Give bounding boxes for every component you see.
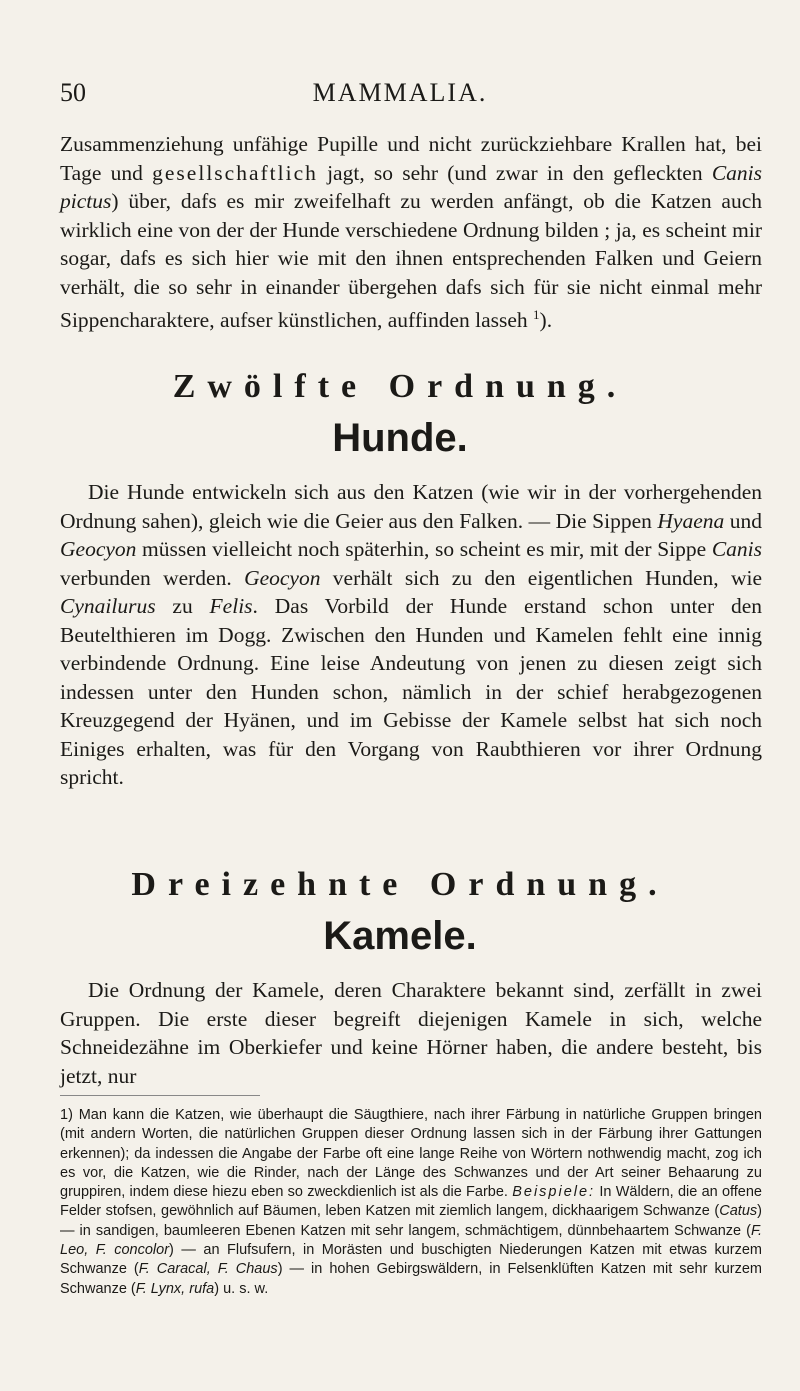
taxon-name: Catus: [719, 1203, 758, 1220]
text-run: verbunden werden.: [60, 565, 245, 590]
footnote-rule: [60, 1095, 260, 1096]
text-run: ).: [539, 308, 553, 333]
footnote-marker: 1: [533, 307, 540, 322]
taxon-name: Geocyon: [244, 565, 321, 590]
text-run: . Das Vorbild der Hunde erstand schon unter den Beutelthieren im Dogg. Zwischen den Hunden und Kamelen fehlt eine innig verbindende Ordnung. Eine leise Andeutung von jenen zu diesen zeigt sich indessen unter den Hunden schon, nämlich in der schief herabgezogenen Kreuzgegend der Hyänen, und im Gebisse der Kamele selbst hat sich noch Einiges erhalten, was für den Vorgang von Raubthieren vor ihrer Ordnung spricht.: [60, 594, 762, 789]
taxon-name: F. Caracal, F. Chaus: [138, 1261, 278, 1278]
text-run: verhält sich zu den eigentlichen Hunden, wie: [320, 565, 762, 590]
text-run: ) — in hohen Gebirgswäldern, in Felsenklüften Katzen mit sehr kurzem Schwanze (: [60, 1261, 762, 1297]
text-run: und: [724, 508, 762, 533]
page-number: 50: [60, 78, 86, 107]
taxon-name: Geocyon: [60, 537, 137, 561]
text-run: zu: [155, 594, 210, 618]
paragraph-hunde: [60, 478, 762, 792]
taxon-name: Canis pictus: [60, 160, 762, 213]
text-run-spaced: gesellschaftlich: [152, 160, 318, 185]
family-title-hunde: Hunde.: [332, 416, 468, 460]
text-run: jagt, so sehr (und zwar in den gefleckten: [317, 160, 712, 185]
paragraph-intro: [60, 130, 762, 335]
text-run: In Wäldern, die an offene Felder stofsen, gewöhnlich auf Bäumen, leben Katzen mit ziemlich langem, dickhaarigem Schwanze (: [60, 1184, 762, 1220]
taxon-name: Cynailurus: [60, 594, 156, 618]
taxon-name: Hyaena: [657, 508, 725, 533]
text-run: 1) Man kann die Katzen, wie überhaupt die Säugthiere, nach ihrer Färbung in natürliche Gruppen bringen (mit andern Worten, die natürlichen Gruppen dieser Ordnung lassen sich in der Färbung ihrer Gattungen erkennen); da indessen die Angabe der Farbe oft eine lange Reihe von Wörtern nothwendig macht, zog ich es vor, die Katzen, wie die Rinder, nach der Länge des Schwanzes und der Art seiner Behaarung zu gruppiren, indem diese hiezu eben so zweckdienlich ist als die Farbe.: [60, 1107, 762, 1201]
taxon-name: Felis: [209, 594, 253, 618]
running-head: MAMMALIA.: [312, 78, 488, 107]
taxon-name: F. Leo, F. concolor: [60, 1222, 762, 1259]
order-title-13: Dreizehnte Ordnung.: [131, 866, 669, 903]
family-title-kamele: Kamele.: [323, 914, 477, 958]
taxon-name: Canis: [711, 537, 762, 561]
text-run: Zusammenziehung unfähige Pupille und nicht zurückziehbare Krallen hat, bei Tage und: [60, 132, 762, 185]
footnote: [60, 1106, 762, 1299]
text-run: ) — in sandigen, baumleeren Ebenen Katzen mit sehr langem, schmächtigem, dünnbehaartem Schwanze (: [60, 1203, 762, 1239]
text-run: ) u. s. w.: [214, 1280, 269, 1297]
paragraph-kamele: Die Ordnung der Kamele, deren Charaktere bekannt sind, zerfällt in zwei Gruppen. Die erste dieser begreift diejenigen Kamele in sich, welche Schneidezähne im Oberkiefer und keine Hörner haben, die andere besteht, bis jetzt, nur: [60, 978, 762, 1088]
text-run: ) — an Flufsufern, in Morästen und buschigten Niederungen Katzen mit etwas kurzem Schwanze (: [60, 1242, 762, 1278]
text-run-emphasis: Beispiele:: [512, 1184, 596, 1201]
text-run: ) über, dafs es mir zweifelhaft zu werden anfängt, ob die Katzen auch wirklich eine von der der Hunde verschiedene Ordnung bilden ; ja, es scheint mir sogar, dafs es sich hier wie mit den ihnen entsprechenden Falken und Geiern verhält, die so sehr in einander übergehen dafs sich für sie nicht einmal mehr Sippencharaktere, aufser künstlichen, auffinden lasseh: [60, 189, 762, 333]
order-title-12: Zwölfte Ordnung.: [172, 368, 628, 405]
taxon-name: F. Lynx, rufa: [135, 1280, 215, 1297]
text-run: Die Hunde entwickeln sich aus den Katzen (wie wir in der vorhergehenden Ordnung sahen), gleich wie die Geier aus den Falken. — Die Sippen: [60, 480, 762, 533]
text-run: müssen vielleicht noch späterhin, so scheint es mir, mit der Sippe: [136, 537, 712, 561]
